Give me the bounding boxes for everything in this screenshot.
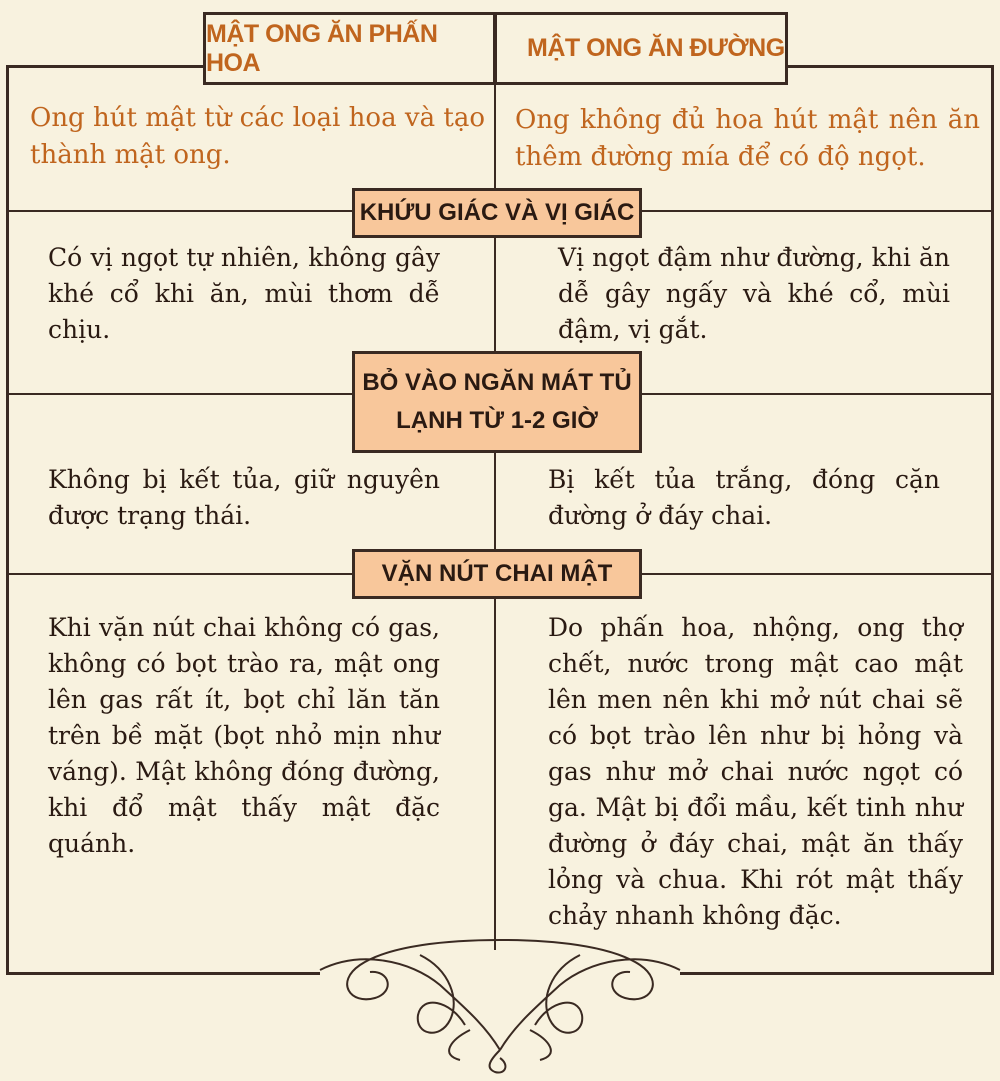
header-left-title: MẬT ONG ĂN PHẤN HOA <box>206 19 438 77</box>
section-2-left: Không bị kết tủa, giữ nguyên được trạng thái. <box>48 465 440 530</box>
header-right-title: MẬT ONG ĂN ĐƯỜNG <box>527 34 785 62</box>
section-title-bottle-cap: VẶN NÚT CHAI MẬT <box>381 560 613 587</box>
section-band-fridge <box>352 351 642 453</box>
intro-left: Ong hút mật từ các loại hoa và tạo thành mật ong. <box>30 103 485 170</box>
section-band-bottle-cap <box>352 549 642 599</box>
flourish-ornament <box>300 930 700 1075</box>
section-title-fridge-line1: BỎ VÀO NGĂN MÁT TỦ <box>362 369 632 396</box>
section-2-right: Bị kết tủa trắng, đóng cặn đường ở đáy chai. <box>548 465 940 530</box>
section-1-left: Có vị ngọt tự nhiên, không gây khé cổ khi ăn, mùi thơm dễ chịu. <box>48 243 440 344</box>
section-3-right: Do phấn hoa, nhộng, ong thợ chết, nước trong mật cao mật lên men nên khi mở nút chai sẽ có bọt trào lên như bị hỏng và gas như mở chai nước ngọt có ga. Mật bị đổi mầu, kết tinh như đường ở đáy chai, mật ăn thấy lỏng và chua. Khi rót mật thấy chảy nhanh không đặc. <box>548 613 963 930</box>
section-title-fridge-line2: LẠNH TỪ 1-2 GIỜ <box>396 407 598 434</box>
header-tab-left <box>203 12 496 85</box>
section-1-right: Vị ngọt đậm như đường, khi ăn dễ gây ngấy và khé cổ, mùi đậm, vị gắt. <box>558 243 950 344</box>
intro-right: Ong không đủ hoa hút mật nên ăn thêm đường mía để có độ ngọt. <box>515 105 980 172</box>
section-title-smell-taste: KHỨU GIÁC VÀ VỊ GIÁC <box>359 199 635 226</box>
section-band-smell-taste <box>352 188 642 238</box>
header-tab-right <box>494 12 788 85</box>
section-3-left: Khi vặn nút chai không có gas, không có bọt trào ra, mật ong lên gas rất ít, bọt chỉ lăn tăn trên bề mặt (bọt nhỏ mịn như váng). Mật không đóng đường, khi đổ mật thấy mật đặc quánh. <box>48 613 440 858</box>
